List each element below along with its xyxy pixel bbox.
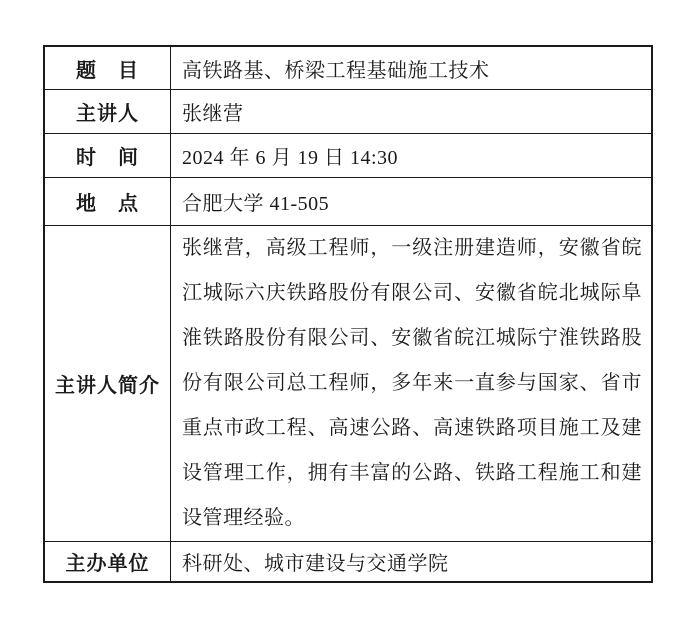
lecture-info-table [43,45,653,583]
time-value: 2024 年 6 月 19 日 14:30 [182,147,399,169]
speaker-bio-label: 主讲人简介 [45,226,171,541]
organizer-value: 科研处、城市建设与交通学院 [182,553,449,575]
organizer-label: 主办单位 [45,542,171,581]
time-label: 时 间 [45,134,171,177]
title-value: 高铁路基、桥梁工程基础施工技术 [182,59,490,82]
speaker-label: 主讲人 [45,90,171,133]
row-title [45,47,651,90]
row-location [45,178,651,226]
speaker-bio-value [171,226,651,541]
row-speaker [45,90,651,134]
speaker-value: 张继营 [182,103,244,125]
row-speaker-bio [45,226,651,542]
title-label: 题 目 [45,47,171,89]
row-time [45,134,651,178]
location-label: 地 点 [45,178,171,225]
row-organizer [45,542,651,581]
speaker-bio-paragraph: 张继营，高级工程师，一级注册建造师，安徽省皖江城际六庆铁路股份有限公司、安徽省皖北城际阜淮铁路股份有限公司、安徽省皖江城际宁淮铁路股份有限公司总工程师，多年来一直参与国家、省市重点市政工程、高速公路、高速铁路项目施工及建设管理工作，拥有丰富的公路、铁路工程施工和建设管理经验。 [182,237,642,529]
location-value: 合肥大学 41-505 [182,193,330,215]
